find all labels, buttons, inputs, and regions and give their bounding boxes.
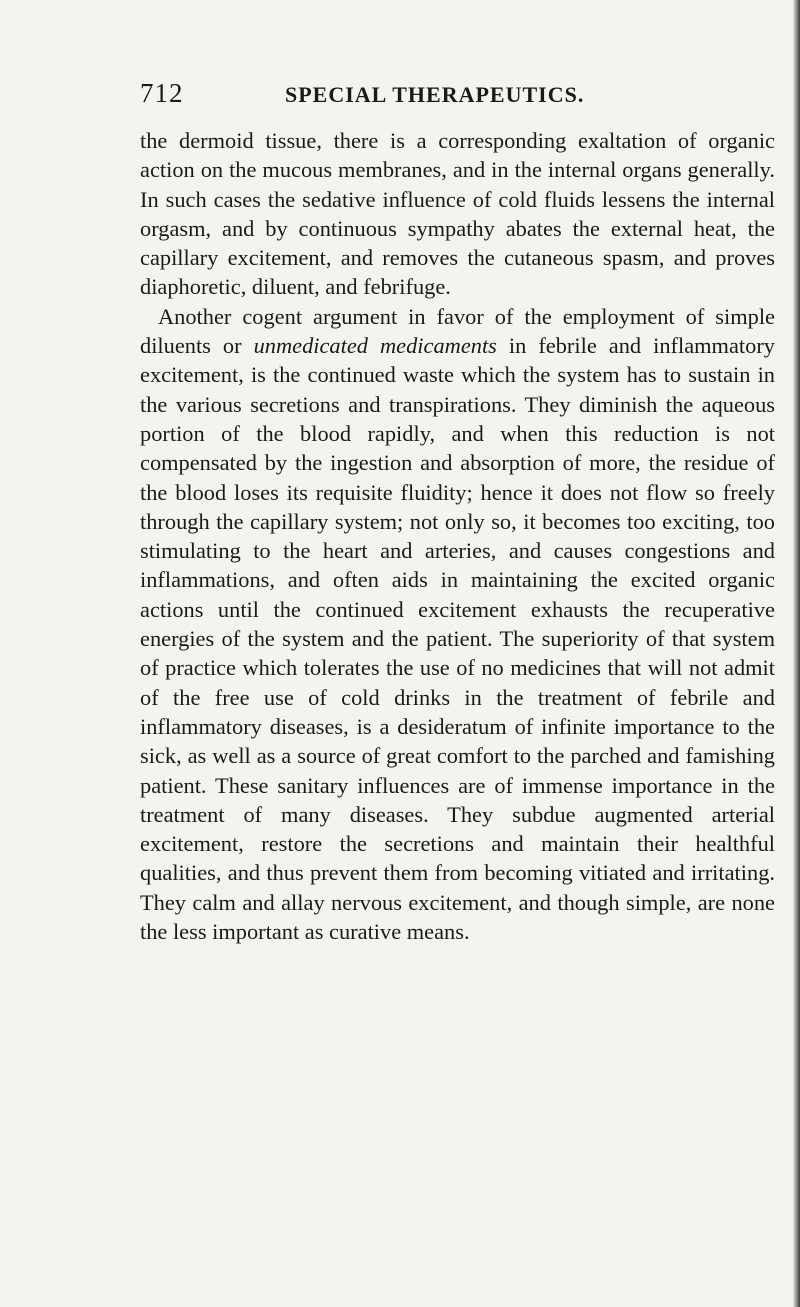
paragraph-2-text-end: in febrile and inflammatory excitement, is the continued waste which the system has to sustain in the various secretions and transpirations. They diminish the aqueous portion of the blood rapidly, and when this reduction is not compensated by the ingestion and absorption of more, the residue of the blood loses its requisite fluidity; hence it does not flow so freely through the capillary system; not only so, it becomes too exciting, too stimulating to the heart and arteries, and causes congestions and inflammations, and often aids in maintaining the excited organic actions until the continued excitement exhausts the recuperative energies of the system and the patient. The superiority of that system of practice which tolerates the use of no medicines that will not admit of the free use of cold drinks in the treatment of febrile and inflammatory diseases, is a desideratum of infinite importance to the sick, as well as a source of great comfort to the parched and famishing patient. These sanitary influences are of immense importance in the treatment of many diseases. They subdue augmented arterial excitement, restore the secretions and maintain their healthful qualities, and thus prevent them from becoming vitiated and irritating. They calm and allay nervous excitement, and though simple, are none the less important as curative means. <box>140 333 775 945</box>
running-head: SPECIAL THERAPEUTICS. <box>285 82 585 107</box>
paragraph-2-text-start: Another cogent argument in favor of the employment of simple diluents or <box>140 303 775 359</box>
body-text <box>140 126 775 946</box>
page-edge-shadow <box>793 0 800 1307</box>
page-number: 712 <box>140 78 184 108</box>
page-header <box>140 78 780 110</box>
italic-phrase: unmedicated medicaments <box>253 333 497 359</box>
paragraph-2 <box>140 302 775 947</box>
paragraph-1: the dermoid tissue, there is a corresponding exaltation of organic action on the mucous membranes, and in the internal organs generally. In such cases the sedative influence of cold fluids lessens the internal orgasm, and by continuous sympathy abates the external heat, the capillary excitement, and removes the cutaneous spasm, and proves diaphoretic, diluent, and febrifuge. <box>140 128 775 300</box>
